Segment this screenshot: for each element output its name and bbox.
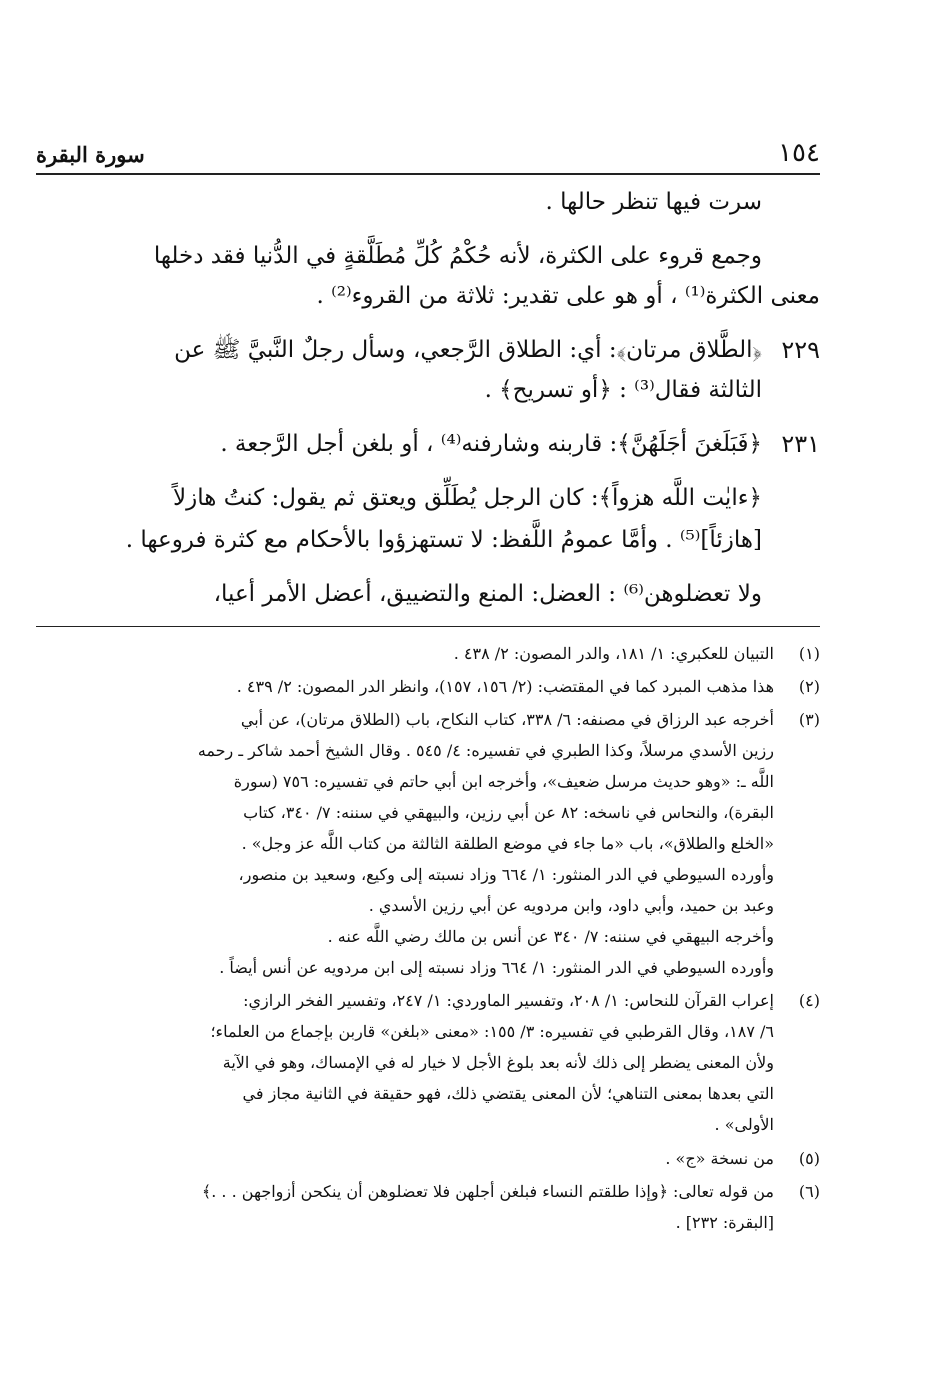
main-line: [هازئاً]⁽⁵⁾ . وأمَّا عمومُ اللَّفظ: لا تستهزؤوا بالأحكام مع كثرة فروعها . (125, 527, 762, 553)
main-line: ﴿الطَّلاق مرتان﴾: أي: الطلاق الرَّجعي، وسأل رجلٌ النَّبيَّ ﷺ عن (174, 337, 762, 363)
footnote-line: [البقرة: ٢٣٢] . (675, 1213, 774, 1232)
verse-number: ٢٢٩ (781, 336, 820, 364)
surah-title: سورة البقرة (36, 142, 145, 167)
footnote-line: وعبد بن حميد، وأبي داود، وابن مردويه عن أبي رزين الأسدي . (368, 896, 774, 915)
main-line: ﴿ءايٰت اللَّه هزواً﴾: كان الرجل يُطَلِّق ويعتق ثم يقول: كنتُ هازلاً (173, 485, 762, 511)
footnote-number: (٤) (798, 991, 820, 1010)
footnote-line: التي بعدها بمعنى التناهي؛ لأن المعنى يقتضي ذلك، فهو حقيقة في الثانية مجاز في (242, 1084, 774, 1103)
footnote-number: (١) (798, 644, 820, 663)
header-rule (36, 173, 820, 175)
footnote-text: التبيان للعكبري: ١/ ١٨١، والدر المصون: ٢/ ٤٣٨ . (453, 644, 774, 663)
footnote-text: هذا مذهب المبرد كما في المقتضب: (٢/ ١٥٦، ١٥٧)، وانظر الدر المصون: ٢/ ٤٣٩ . (236, 677, 774, 696)
footnote-separator (36, 626, 820, 627)
page-number: ١٥٤ (778, 138, 820, 168)
footnote-number: (٢) (798, 677, 820, 696)
footnote-line: ولأن المعنى يضطر إلى ذلك لأنه بعد بلوغ الأجل لا خيار له في الإمساك، وهو في الآية (222, 1053, 774, 1072)
main-line: معنى الكثرة⁽¹⁾ ، أو هو على تقدير: ثلاثة من القروء⁽²⁾ . (316, 283, 820, 309)
main-line: ﴿فَبَلَغنَ أجَلَهُنَّ﴾: قاربنه وشارفنه⁽⁴⁾ ، أو بلغن أجل الرَّجعة . (220, 431, 762, 457)
footnote-line: البقرة)، والنحاس في ناسخه: ٨٢ عن أبي رزين، والبيهقي في سننه: ٧/ ٣٤٠، كتاب (243, 803, 774, 822)
footnote-number: (٦) (798, 1182, 820, 1201)
footnote-text: من قوله تعالى: ﴿وإذا طلقتم النساء فبلغن أجلهن فلا تعضلوهن أن ينكحن أزواجهن . . .﴾ (201, 1182, 774, 1201)
footnote-line: وأورده السيوطي في الدر المنثور: ١/ ٦٦٤ وزاد نسبته إلى ابن مردويه عن أنس أيضاً . (219, 958, 774, 977)
footnote-line: رزين الأسدي مرسلاً، وكذا الطبري في تفسيره: ٤/ ٥٤٥ . وقال الشيخ أحمد شاكر ـ رحمه (197, 741, 774, 760)
running-header (36, 138, 820, 172)
footnote-line: وأخرجه البيهقي في سننه: ٧/ ٣٤٠ عن أنس بن مالك رضي اللَّه عنه . (327, 927, 774, 946)
footnote-line: اللَّه ـ: «وهو حديث مرسل ضعيف»، وأخرجه ابن أبي حاتم في تفسيره: ٧٥٦ (سورة (233, 772, 774, 791)
footnote-line: الأولى» . (714, 1115, 774, 1134)
footnote-line: ٦/ ١٨٧، وقال القرطبي في تفسيره: ٣/ ١٥٥: «معنى «بلغن» قاربن بإجماع من العلماء؛ (210, 1022, 774, 1041)
main-line: سرت فيها تنظر حالها . (545, 189, 762, 215)
main-line: الثالثة فقال⁽³⁾ : ﴿أو تسريح﴾ . (484, 377, 762, 403)
footnote-text: من نسخة «ج» . (665, 1149, 774, 1168)
footnote-line: وأورده السيوطي في الدر المنثور: ١/ ٦٦٤ وزاد نسبته إلى وكيع، وسعيد بن منصور، (238, 865, 774, 884)
main-line: وجمع قروء على الكثرة، لأنه حُكْمُ كُلِّ مُطَلَّقةٍ في الدُّنيا فقد دخلها (153, 243, 762, 269)
verse-number: ٢٣١ (781, 430, 820, 458)
footnote-text: إعراب القرآن للنحاس: ١/ ٢٠٨، وتفسير الماوردي: ١/ ٢٤٧، وتفسير الفخر الرازي: (243, 991, 774, 1010)
main-line: ولا تعضلوهن⁽⁶⁾ : العضل: المنع والتضييق، أعضل الأمر أعيا، (213, 581, 762, 607)
footnote-line: «الخلع والطلاق»، باب «ما جاء في موضع الطلقة الثالثة من كتاب اللَّه عز وجل» . (241, 834, 774, 853)
footnote-number: (٣) (798, 710, 820, 729)
footnote-number: (٥) (798, 1149, 820, 1168)
footnote-text: أخرجه عبد الرزاق في مصنفه: ٦/ ٣٣٨، كتاب النكاح، باب (الطلاق مرتان)، عن أبي (240, 710, 774, 729)
